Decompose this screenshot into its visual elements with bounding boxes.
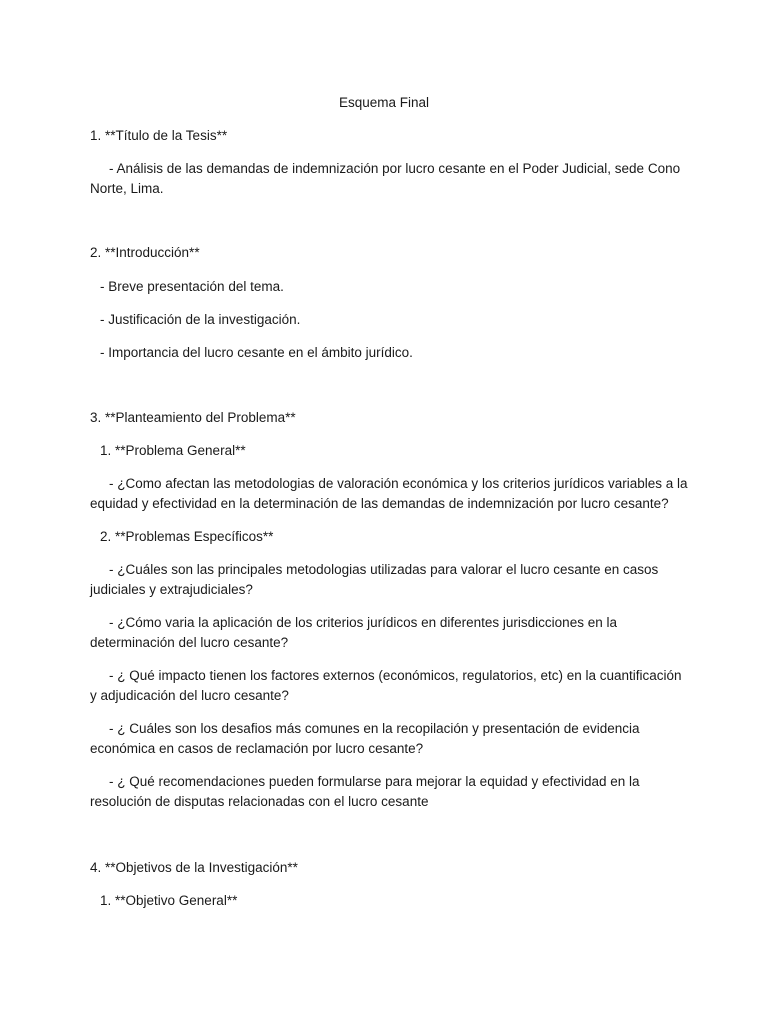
section-1-heading: 1. **Título de la Tesis**	[90, 128, 228, 143]
section-1-text: - Análisis de las demandas de indemnización por lucro cesante en el Poder Judicial, sede Cono Norte, Lima.	[90, 161, 684, 196]
section-2-item: - Breve presentación del tema.	[100, 279, 284, 294]
section-3-general-problem-text: - ¿Como afectan las metodologias de valoración económica y los criterios jurídicos variables a la equidad y efectividad en la determinación de las demandas de indemnización por lucro cesante?	[90, 476, 692, 511]
specific-problem-item: - ¿Cómo varia la aplicación de los criterios jurídicos en diferentes jurisdicciones en la determinación del lucro cesante?	[90, 615, 621, 650]
document-title: Esquema Final	[338, 95, 430, 110]
section-4-heading: 4. **Objetivos de la Investigación**	[90, 860, 298, 875]
section-4-subheading-general: 1. **Objetivo General**	[100, 893, 238, 908]
section-2-item: - Importancia del lucro cesante en el ámbito jurídico.	[100, 345, 413, 360]
specific-problem-item: - ¿ Qué impacto tienen los factores externos (económicos, regulatorios, etc) en la cuantificación y adjudicación del lucro cesante?	[90, 668, 686, 703]
specific-problem-item: - ¿ Cuáles son los desafios más comunes en la recopilación y presentación de evidencia económica en casos de reclamación por lucro cesante?	[90, 721, 644, 756]
section-2-heading: 2. **Introducción**	[90, 245, 200, 260]
section-2-item: - Justificación de la investigación.	[100, 312, 301, 327]
specific-problem-item: - ¿ Qué recomendaciones pueden formularse para mejorar la equidad y efectividad en la resolución de disputas relacionadas con el lucro cesante	[90, 774, 644, 809]
section-3-subheading-specific: 2. **Problemas Específicos**	[100, 529, 274, 544]
specific-problem-item: - ¿Cuáles son las principales metodologias utilizadas para valorar el lucro cesante en casos judiciales y extrajudiciales?	[90, 562, 663, 597]
section-3-heading: 3. **Planteamiento del Problema**	[90, 410, 296, 425]
section-3-subheading-general: 1. **Problema General**	[100, 443, 246, 458]
